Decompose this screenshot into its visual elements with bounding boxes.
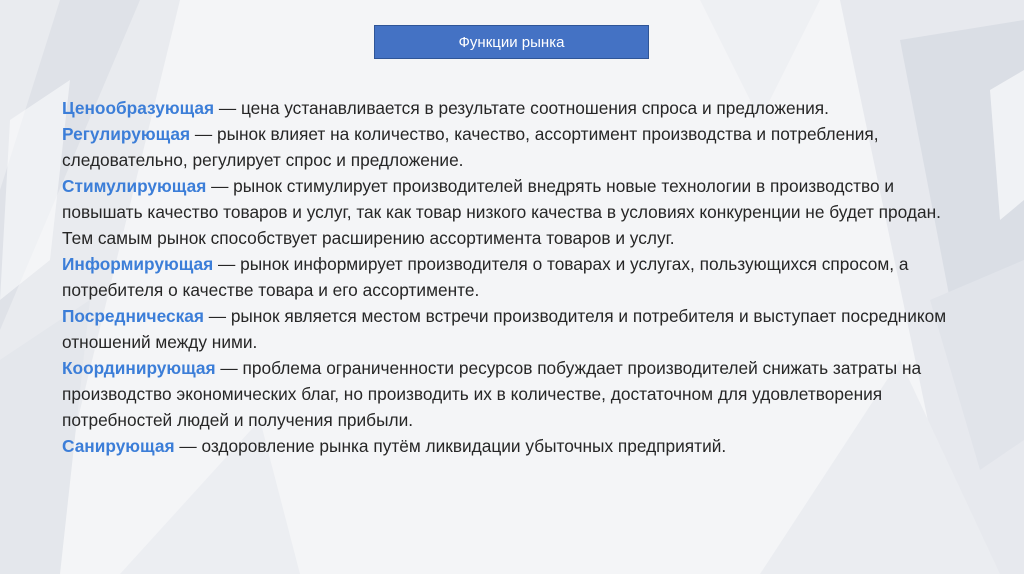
- function-item-regulating: [62, 121, 962, 173]
- function-description: — проблема ограниченности ресурсов побуждает производителей снижать затраты на производство экономических благ, но производить их в количестве, достаточном для удовлетворения потребностей людей и получения прибыли.: [62, 358, 922, 430]
- slide-title-box: [374, 25, 649, 59]
- function-term: Ценообразующая: [62, 98, 215, 118]
- function-description: — рынок является местом встречи производителя и потребителя и выступает посредником отношений между ними.: [62, 306, 947, 352]
- function-term: Посредническая: [62, 306, 204, 326]
- function-description: — рынок информирует производителя о товарах и услугах, пользующихся спросом, а потребителя о качестве товара и его ассортименте.: [62, 254, 909, 300]
- function-description: — цена устанавливается в результате соотношения спроса и предложения.: [214, 98, 829, 118]
- function-description: — рынок влияет на количество, качество, ассортимент производства и потребления, следовательно, регулирует спрос и предложение.: [62, 124, 879, 170]
- function-item-informing: [62, 251, 962, 303]
- function-description: — оздоровление рынка путём ликвидации убыточных предприятий.: [174, 436, 727, 456]
- function-term: Информирующая: [62, 254, 214, 274]
- function-term: Регулирующая: [62, 124, 191, 144]
- function-item-price-forming: [62, 95, 962, 121]
- function-term: Координирующая: [62, 358, 216, 378]
- function-item-stimulating: [62, 173, 962, 251]
- function-description: — рынок стимулирует производителей внедрять новые технологии в производство и повышать качество товаров и услуг, так как товар низкого качества в условиях конкуренции не будет продан. Тем самым рынок способствует расширению ассортимента товаров и услуг.: [62, 176, 941, 248]
- function-term: Санирующая: [62, 436, 175, 456]
- functions-list: [62, 95, 962, 459]
- function-term: Стимулирующая: [62, 176, 207, 196]
- function-item-sanitizing: [62, 433, 962, 459]
- function-item-coordinating: [62, 355, 962, 433]
- slide-title: Функции рынка: [458, 33, 565, 51]
- function-item-intermediary: [62, 303, 962, 355]
